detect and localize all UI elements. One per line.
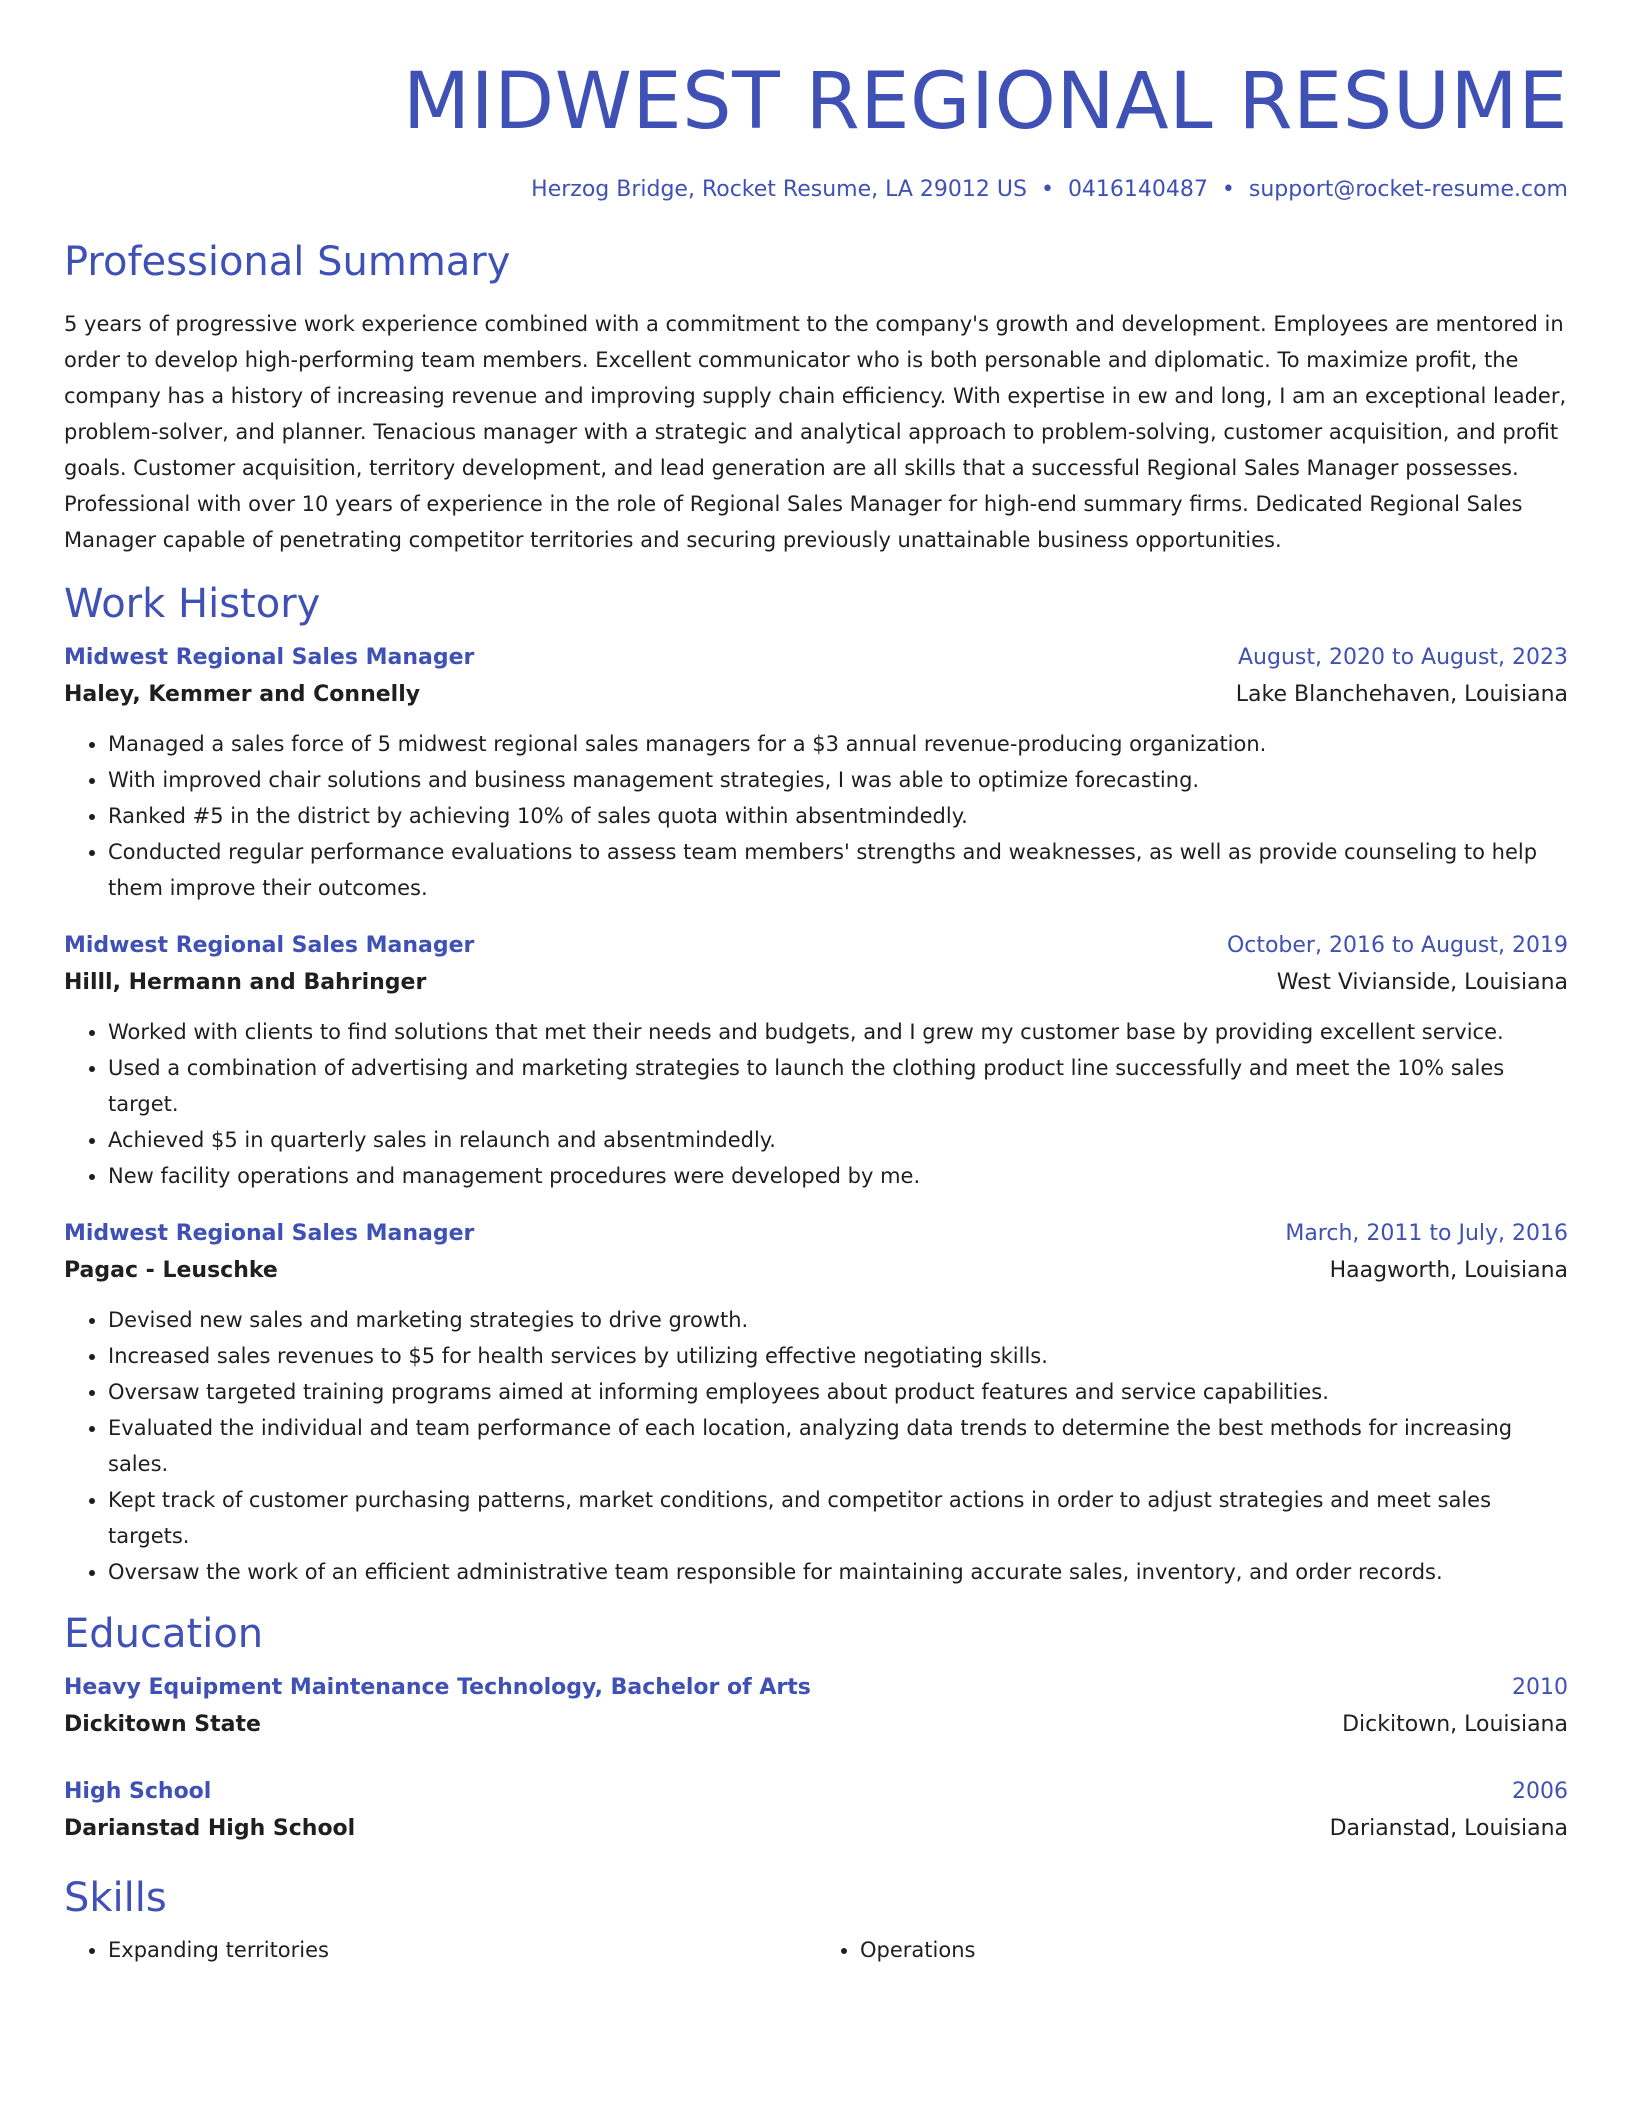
job-company-row	[64, 676, 1568, 714]
job-company-row	[64, 1252, 1568, 1290]
education-year: 2006	[1512, 1779, 1568, 1804]
education-year: 2010	[1512, 1675, 1568, 1700]
job-bullet: • Managed a sales force of 5 midwest regional sales managers for a $3 annual revenue-producing organization.	[108, 726, 1568, 762]
job-title: Midwest Regional Sales Manager	[64, 1221, 475, 1246]
contact-separator: •	[1040, 177, 1054, 202]
job-header-row	[64, 928, 1568, 964]
section-title-education: Education	[64, 1611, 264, 1657]
education-school-row	[64, 1810, 1568, 1848]
education-header-row	[64, 1670, 1568, 1706]
job-location: Haagworth, Louisiana	[1329, 1258, 1568, 1283]
job-header-row	[64, 640, 1568, 676]
job-bullet: • Evaluated the individual and team performance of each location, analyzing data trends to determine the best methods for increasing sales.	[108, 1410, 1568, 1482]
education-entry	[64, 1670, 1568, 1744]
education-school: Darianstad High School	[64, 1816, 356, 1841]
job-bullets	[64, 726, 1568, 906]
contact-email: support@rocket-resume.com	[1248, 177, 1568, 202]
candidate-name: MIDWEST REGIONAL RESUME	[402, 57, 1568, 147]
job-location: West Vivianside, Louisiana	[1276, 970, 1568, 995]
job-entry	[64, 640, 1568, 906]
summary-section	[64, 236, 1568, 558]
section-title-skills: Skills	[64, 1875, 167, 1921]
job-bullet: • Devised new sales and marketing strategies to drive growth.	[108, 1302, 1568, 1338]
skills-list-right	[816, 1932, 1568, 1968]
education-entry	[64, 1774, 1568, 1848]
job-company-row	[64, 964, 1568, 1002]
job-dates: October, 2016 to August, 2019	[1226, 933, 1568, 958]
education-school-row	[64, 1706, 1568, 1744]
skills-section	[64, 1872, 1568, 1968]
job-bullet: • New facility operations and management procedures were developed by me.	[108, 1158, 1568, 1194]
job-entry	[64, 928, 1568, 1194]
job-bullet: • Kept track of customer purchasing patterns, market conditions, and competitor actions in order to adjust strategies and meet sales targets.	[108, 1482, 1568, 1554]
job-title: Midwest Regional Sales Manager	[64, 933, 475, 958]
job-title: Midwest Regional Sales Manager	[64, 645, 475, 670]
job-bullet: • Oversaw targeted training programs aimed at informing employees about product features and service capabilities.	[108, 1374, 1568, 1410]
job-bullet: • Conducted regular performance evaluations to assess team members' strengths and weaknesses, as well as provide counseling to help them improve their outcomes.	[108, 834, 1568, 906]
education-location: Dickitown, Louisiana	[1342, 1712, 1568, 1737]
job-bullet: • With improved chair solutions and business management strategies, I was able to optimize forecasting.	[108, 762, 1568, 798]
job-company: Hilll, Hermann and Bahringer	[64, 970, 427, 995]
section-title-summary: Professional Summary	[64, 239, 511, 285]
contact-phone: 0416140487	[1067, 177, 1208, 202]
summary-text: 5 years of progressive work experience combined with a commitment to the company's growth and development. Employees are mentored in order to develop high-performing team members. Excellent communicator who is both personable and diplomatic. To maximize profit, the company has a history of increasing revenue and improving supply chain efficiency. With expertise in ew and long, I am an exceptional leader, problem-solver, and planner. Tenacious manager with a strategic and analytical approach to problem-solving, customer acquisition, and profit goals. Customer acquisition, territory development, and lead generation are all skills that a successful Regional Sales Manager possesses. Professional with over 10 years of experience in the role of Regional Sales Manager for high-end summary firms. Dedicated Regional Sales Manager capable of penetrating competitor territories and securing previously unattainable business opportunities.	[64, 312, 1567, 552]
job-location: Lake Blanchehaven, Louisiana	[1235, 682, 1568, 707]
education-location: Darianstad, Louisiana	[1329, 1816, 1568, 1841]
job-bullet: • Achieved $5 in quarterly sales in relaunch and absentmindedly.	[108, 1122, 1568, 1158]
work-history-section	[64, 578, 1568, 1590]
job-dates: August, 2020 to August, 2023	[1238, 645, 1568, 670]
job-bullet: • Oversaw the work of an efficient administrative team responsible for maintaining accurate sales, inventory, and order records.	[108, 1554, 1568, 1590]
job-bullet: • Ranked #5 in the district by achieving 10% of sales quota within absentmindedly.	[108, 798, 1568, 834]
job-dates: March, 2011 to July, 2016	[1285, 1221, 1568, 1246]
education-header-row	[64, 1774, 1568, 1810]
job-company: Haley, Kemmer and Connelly	[64, 682, 421, 707]
job-bullet: • Increased sales revenues to $5 for health services by utilizing effective negotiating skills.	[108, 1338, 1568, 1374]
job-bullets	[64, 1014, 1568, 1194]
section-title-work-history: Work History	[64, 581, 321, 627]
job-bullet: • Used a combination of advertising and marketing strategies to launch the clothing product line successfully and meet the 10% sales target.	[108, 1050, 1568, 1122]
contact-separator: •	[1221, 177, 1235, 202]
job-header-row	[64, 1216, 1568, 1252]
job-entry	[64, 1216, 1568, 1590]
skill-item: • Operations	[860, 1932, 1568, 1968]
education-section	[64, 1608, 1568, 1848]
job-company: Pagac - Leuschke	[64, 1258, 278, 1283]
education-degree: Heavy Equipment Maintenance Technology, Bachelor of Arts	[64, 1675, 811, 1700]
contact-address: Herzog Bridge, Rocket Resume, LA 29012 US	[531, 177, 1027, 202]
contact-line	[64, 174, 1568, 206]
resume-header	[64, 0, 1568, 206]
job-bullets	[64, 1302, 1568, 1590]
education-school: Dickitown State	[64, 1712, 261, 1737]
skills-list-left	[64, 1932, 816, 1968]
skill-item: • Expanding territories	[108, 1932, 816, 1968]
skills-grid	[64, 1932, 1568, 1968]
education-degree: High School	[64, 1779, 212, 1804]
job-bullet: • Worked with clients to find solutions that met their needs and budgets, and I grew my customer base by providing excellent service.	[108, 1014, 1568, 1050]
